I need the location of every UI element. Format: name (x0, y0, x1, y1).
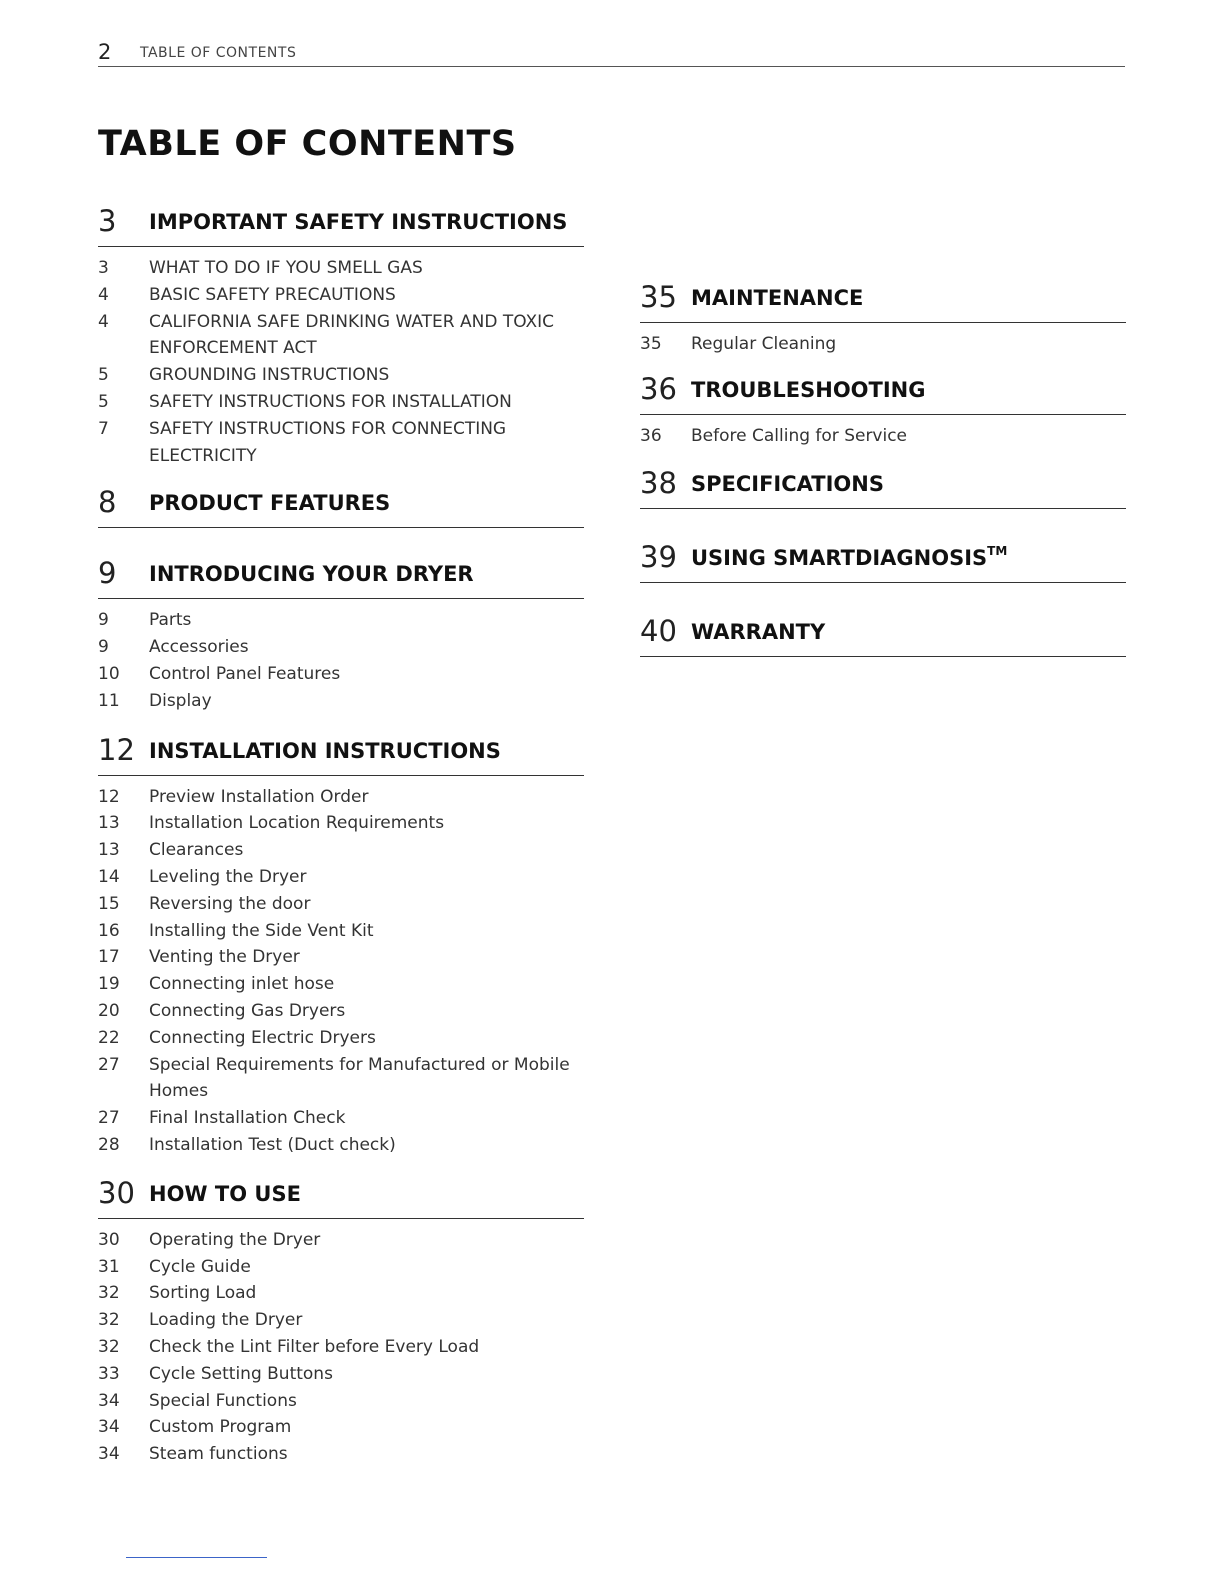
toc-entry[interactable] (640, 423, 1126, 450)
toc-section-troubleshooting (640, 370, 1126, 450)
toc-right-column (640, 278, 1126, 657)
section-item-list (640, 415, 1126, 450)
entry-title: Connecting Electric Dryers (149, 1027, 376, 1048)
entry-title: Regular Cleaning (691, 334, 837, 354)
toc-entry[interactable] (98, 1227, 584, 1254)
entry-page-number: 17 (98, 947, 120, 968)
toc-entry[interactable] (98, 607, 584, 634)
entry-title: Check the Lint Filter before Every Load (149, 1336, 480, 1357)
section-page-number: 9 (98, 556, 117, 591)
toc-section-product-features (98, 483, 584, 528)
section-title: PRODUCT FEATURES (149, 491, 391, 516)
toc-entry[interactable] (98, 784, 584, 811)
entry-title: Preview Installation Order (149, 786, 369, 807)
entry-title: CALIFORNIA SAFE DRINKING WATER AND TOXIC ENFORCEMENT ACT (149, 311, 555, 359)
trademark-mark: TM (987, 543, 1008, 558)
entry-page-number: 5 (98, 391, 109, 412)
toc-section-introducing (98, 554, 584, 714)
entry-page-number: 10 (98, 663, 120, 684)
section-page-number: 8 (98, 485, 117, 520)
toc-entry[interactable] (98, 1388, 584, 1415)
toc-entry[interactable] (98, 1025, 584, 1052)
entry-title: Cycle Setting Buttons (149, 1363, 333, 1384)
entry-page-number: 9 (98, 637, 109, 658)
entry-page-number: 19 (98, 974, 120, 995)
entry-page-number: 31 (98, 1256, 120, 1277)
section-heading[interactable] (640, 612, 1126, 657)
section-item-list (98, 247, 584, 469)
section-item-list (640, 323, 1126, 358)
toc-entry[interactable] (98, 971, 584, 998)
toc-entry[interactable] (98, 255, 584, 282)
toc-entry[interactable] (98, 1441, 584, 1468)
entry-title: SAFETY INSTRUCTIONS FOR INSTALLATION (149, 391, 512, 412)
entry-title: Connecting inlet hose (149, 974, 335, 995)
section-item-list (98, 599, 584, 714)
section-title-text: USING SMARTDIAGNOSIS (691, 545, 988, 570)
entry-page-number: 32 (98, 1283, 120, 1304)
running-header (98, 40, 1125, 67)
section-page-number: 40 (640, 613, 677, 648)
section-item-list (98, 1219, 584, 1468)
toc-section-safety (98, 202, 584, 469)
toc-entry[interactable] (98, 309, 584, 363)
entry-title: Operating the Dryer (149, 1229, 321, 1250)
toc-entry[interactable] (98, 688, 584, 715)
section-title: IMPORTANT SAFETY INSTRUCTIONS (149, 210, 568, 234)
entry-page-number: 7 (98, 418, 109, 439)
section-heading[interactable] (640, 370, 1126, 415)
entry-title: GROUNDING INSTRUCTIONS (149, 365, 390, 386)
toc-entry[interactable] (98, 810, 584, 837)
entry-title: Before Calling for Service (691, 425, 908, 446)
toc-section-how-to-use (98, 1174, 584, 1468)
section-page-number: 36 (640, 371, 677, 406)
entry-page-number: 34 (98, 1390, 120, 1411)
entry-page-number: 16 (98, 920, 120, 941)
toc-entry[interactable] (98, 1280, 584, 1307)
entry-title: Control Panel Features (149, 663, 341, 684)
section-heading[interactable] (98, 554, 584, 599)
toc-entry[interactable] (98, 389, 584, 416)
entry-page-number: 15 (98, 893, 120, 914)
entry-title: Display (149, 690, 212, 711)
toc-entry[interactable] (98, 998, 584, 1025)
entry-page-number: 34 (98, 1417, 120, 1438)
entry-page-number: 20 (98, 1000, 120, 1021)
section-title: MAINTENANCE (691, 286, 864, 310)
toc-entry[interactable] (98, 1105, 584, 1132)
section-page-number: 12 (98, 732, 135, 767)
document-title: TABLE OF CONTENTS (98, 124, 517, 164)
toc-entry[interactable] (98, 1052, 584, 1106)
entry-title: Cycle Guide (149, 1256, 251, 1277)
section-page-number: 35 (640, 280, 677, 314)
section-title: WARRANTY (691, 619, 826, 644)
entry-title: Parts (149, 610, 192, 631)
toc-entry[interactable] (98, 1254, 584, 1281)
entry-title: Special Requirements for Manufactured or Mobile Homes (149, 1054, 570, 1102)
toc-entry[interactable] (98, 661, 584, 688)
section-heading[interactable] (98, 483, 584, 528)
entry-page-number: 4 (98, 311, 109, 332)
entry-page-number: 36 (640, 425, 662, 446)
entry-title: Reversing the door (149, 893, 311, 914)
entry-title: Installation Test (Duct check) (149, 1134, 396, 1155)
section-title: SPECIFICATIONS (691, 471, 884, 496)
entry-title: Sorting Load (149, 1283, 257, 1304)
toc-entry[interactable] (98, 282, 584, 309)
entry-page-number: 32 (98, 1336, 120, 1357)
section-title: TROUBLESHOOTING (691, 377, 926, 402)
entry-title: Loading the Dryer (149, 1310, 303, 1331)
section-title (691, 543, 1008, 570)
entry-page-number: 13 (98, 840, 120, 861)
running-title: TABLE OF CONTENTS (140, 45, 297, 61)
entry-title: Clearances (149, 840, 244, 861)
toc-entry[interactable] (98, 837, 584, 864)
toc-left-column (98, 202, 584, 1468)
entry-page-number: 4 (98, 284, 109, 305)
section-heading[interactable] (98, 202, 584, 247)
toc-entry[interactable] (98, 1334, 584, 1361)
entry-title: BASIC SAFETY PRECAUTIONS (149, 284, 396, 305)
entry-page-number: 13 (98, 813, 120, 834)
entry-page-number: 32 (98, 1310, 120, 1331)
entry-title: WHAT TO DO IF YOU SMELL GAS (149, 258, 423, 278)
toc-entry[interactable] (98, 918, 584, 945)
toc-entry[interactable] (98, 1414, 584, 1441)
toc-entry[interactable] (98, 944, 584, 971)
section-heading[interactable] (640, 538, 1126, 583)
section-heading[interactable] (98, 731, 584, 776)
entry-page-number: 33 (98, 1363, 120, 1384)
entry-title: Special Functions (149, 1390, 297, 1411)
entry-title: Final Installation Check (149, 1108, 346, 1129)
entry-page-number: 22 (98, 1027, 120, 1048)
toc-entry[interactable] (98, 416, 584, 470)
entry-page-number: 34 (98, 1444, 120, 1465)
entry-title: Steam functions (149, 1444, 288, 1465)
toc-entry[interactable] (98, 1307, 584, 1334)
section-heading[interactable] (98, 1174, 584, 1219)
toc-entry[interactable] (98, 1361, 584, 1388)
page-number: 2 (98, 40, 112, 64)
entry-page-number: 9 (98, 610, 109, 631)
entry-page-number: 35 (640, 334, 662, 354)
section-heading[interactable] (640, 278, 1126, 323)
entry-title: Leveling the Dryer (149, 866, 307, 887)
entry-title: SAFETY INSTRUCTIONS FOR CONNECTING ELECTRICITY (149, 418, 507, 466)
toc-entry[interactable] (98, 1132, 584, 1159)
toc-entry[interactable] (98, 891, 584, 918)
entry-title: Custom Program (149, 1417, 292, 1438)
toc-section-specifications (640, 464, 1126, 509)
section-page-number: 38 (640, 465, 677, 500)
entry-page-number: 30 (98, 1229, 120, 1250)
entry-title: Accessories (149, 637, 249, 658)
toc-entry[interactable] (98, 864, 584, 891)
entry-page-number: 5 (98, 365, 109, 386)
section-page-number: 39 (640, 539, 677, 574)
section-title: HOW TO USE (149, 1181, 301, 1206)
entry-title: Installing the Side Vent Kit (149, 920, 374, 941)
entry-page-number: 11 (98, 690, 120, 711)
toc-section-maintenance (640, 278, 1126, 358)
section-item-list (98, 776, 584, 1159)
entry-page-number: 14 (98, 866, 120, 887)
entry-page-number: 27 (98, 1054, 120, 1075)
entry-title: Venting the Dryer (149, 947, 300, 968)
toc-entry[interactable] (640, 331, 1126, 358)
entry-title: Installation Location Requirements (149, 813, 445, 834)
section-title: INSTALLATION INSTRUCTIONS (149, 738, 501, 763)
section-heading[interactable] (640, 464, 1126, 509)
entry-page-number: 12 (98, 786, 120, 807)
section-title: INTRODUCING YOUR DRYER (149, 562, 474, 587)
toc-entry[interactable] (98, 362, 584, 389)
entry-page-number: 3 (98, 258, 109, 278)
toc-entry[interactable] (98, 634, 584, 661)
toc-section-installation (98, 731, 584, 1159)
toc-section-smartdiagnosis (640, 538, 1126, 583)
section-page-number: 3 (98, 204, 117, 238)
footer-rule (126, 1557, 267, 1558)
entry-page-number: 28 (98, 1134, 120, 1155)
toc-section-warranty (640, 612, 1126, 657)
entry-page-number: 27 (98, 1108, 120, 1129)
entry-title: Connecting Gas Dryers (149, 1000, 346, 1021)
section-page-number: 30 (98, 1175, 135, 1210)
